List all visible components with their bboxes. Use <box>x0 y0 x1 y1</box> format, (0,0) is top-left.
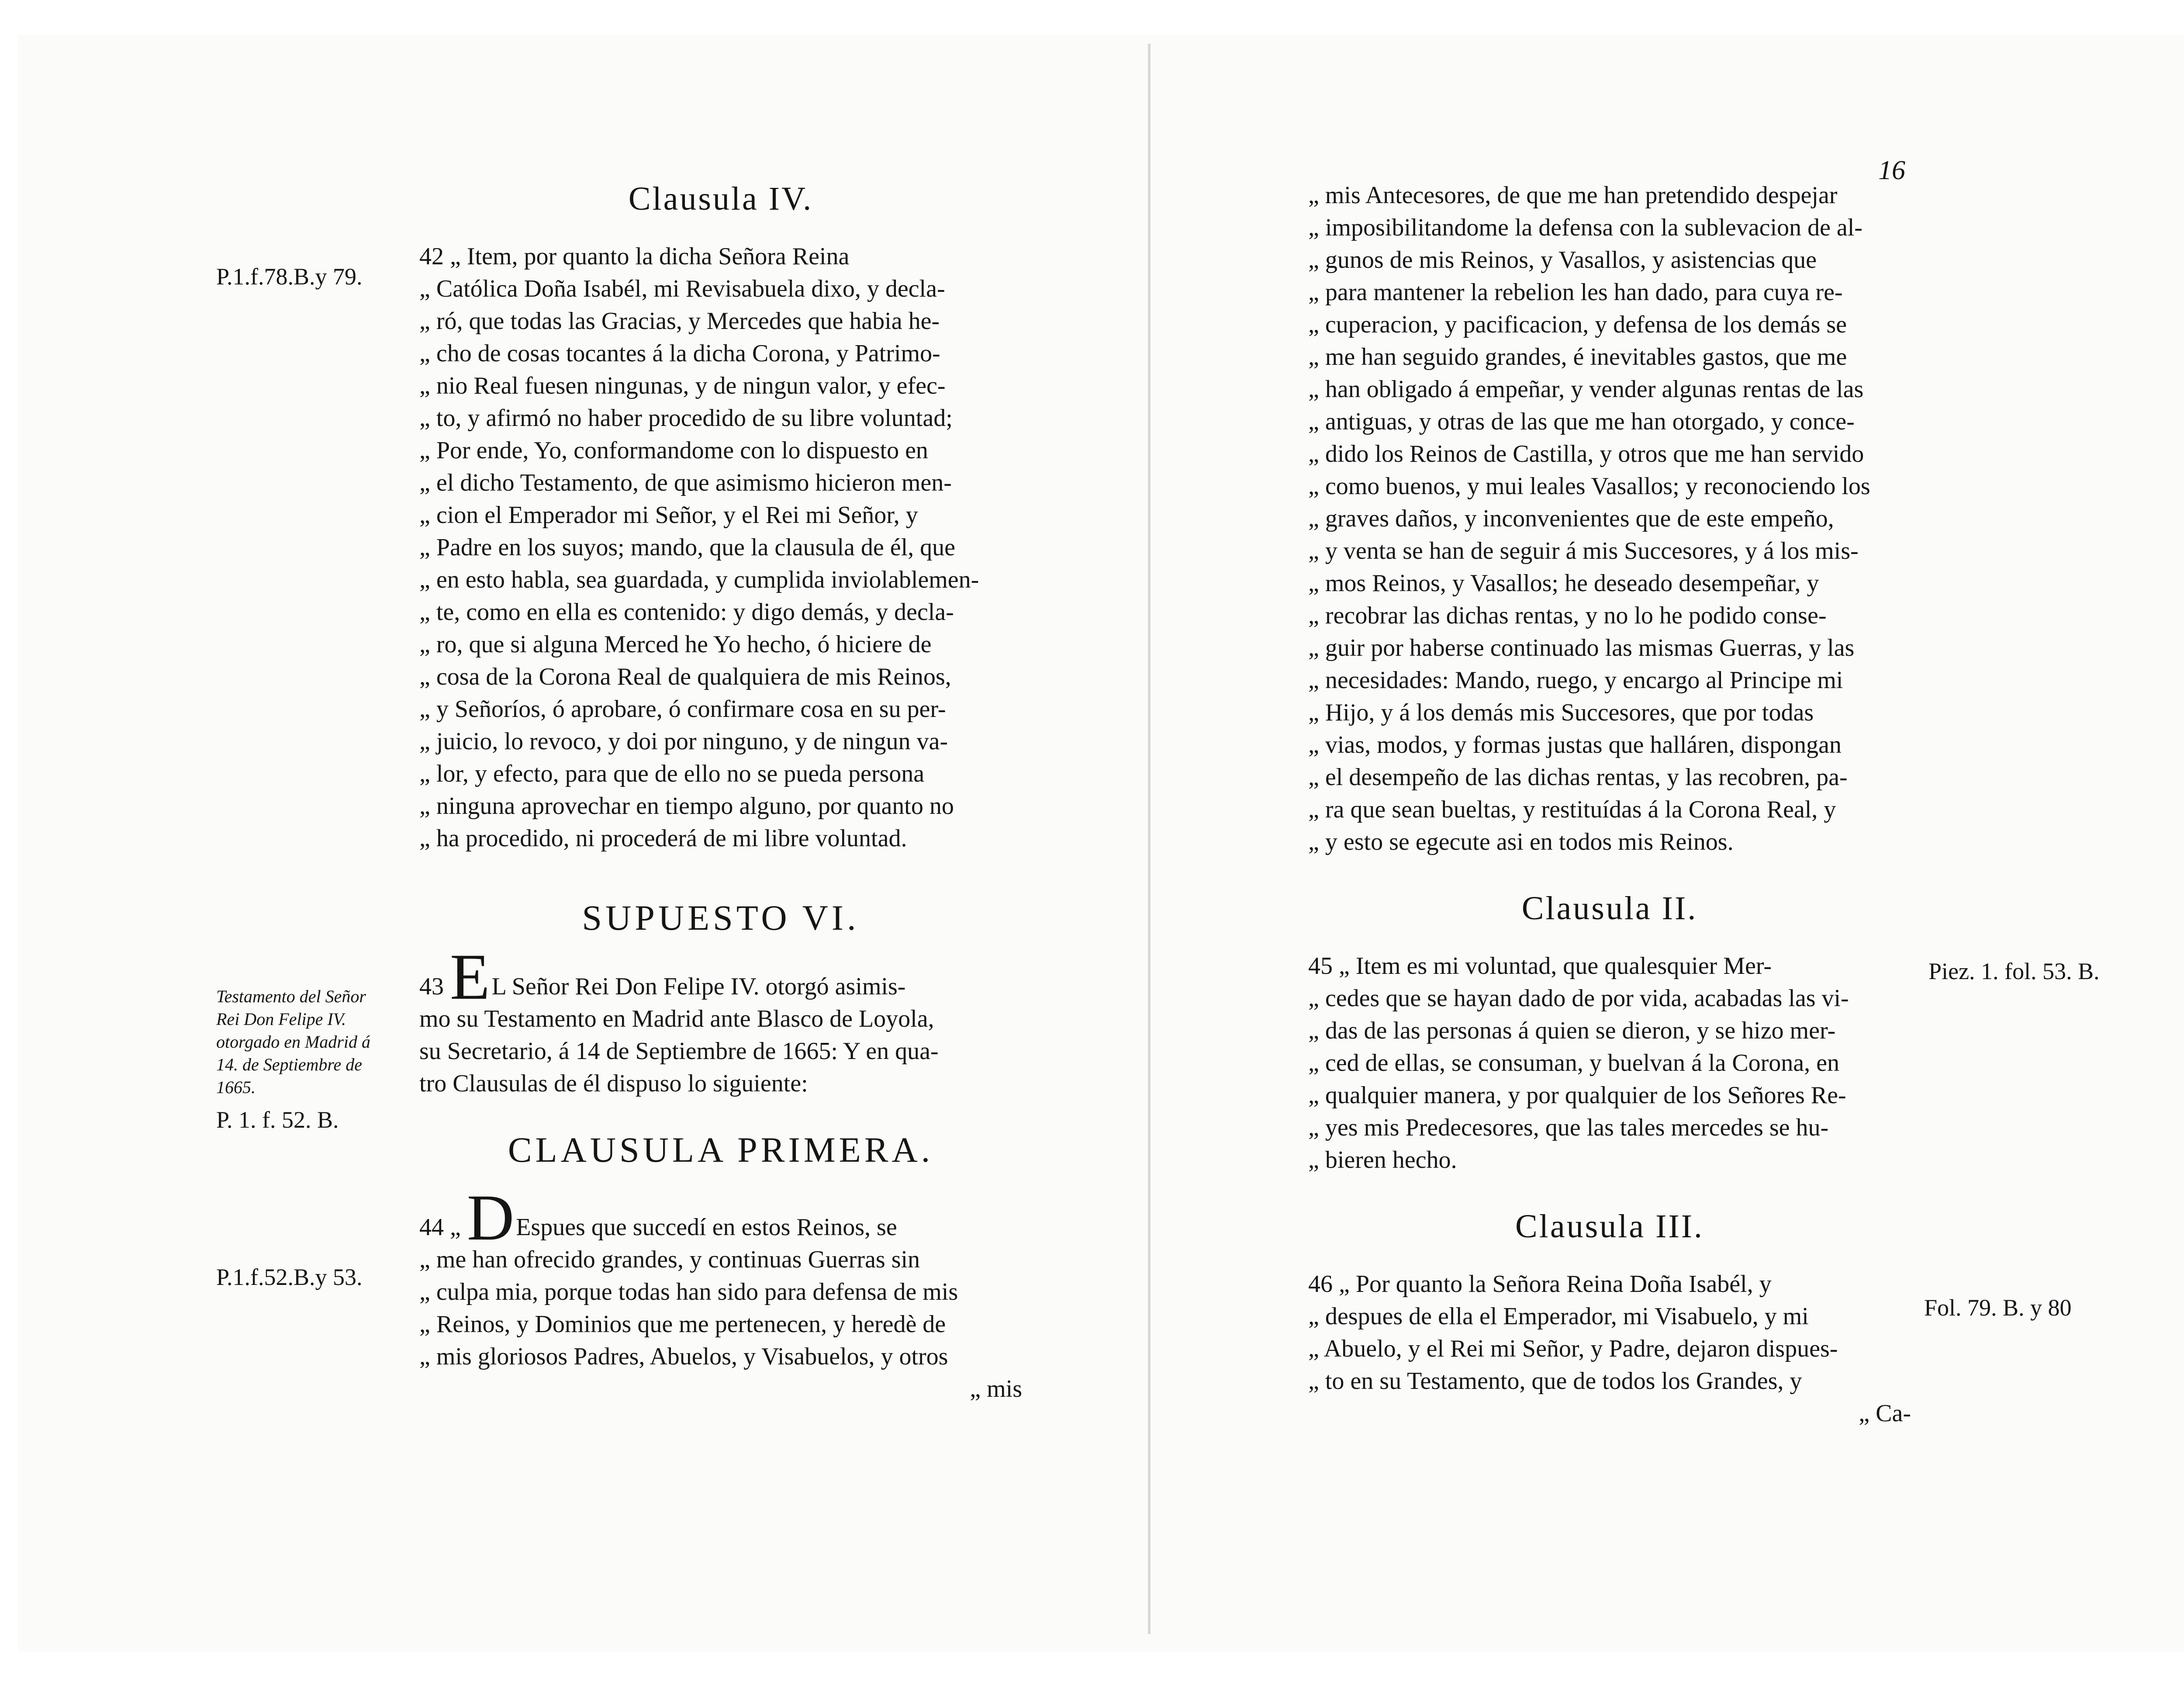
margin-note-line: 1665. <box>216 1077 256 1097</box>
heading-clausula-ii: Clausula II. <box>1521 890 1698 927</box>
page-number: 16 <box>1878 156 1905 185</box>
text-line: L Señor Rei Don Felipe IV. otorgó asimis- <box>491 973 906 1000</box>
heading-clausula-iv: Clausula IV. <box>628 180 813 217</box>
margin-ref-clausula-iii: Fol. 79. B. y 80 <box>1924 1295 2072 1321</box>
text-line: Espues que succedí en estos Reinos, se <box>516 1214 897 1241</box>
margin-note-line: Testamento del Señor <box>216 987 366 1006</box>
text-line: „ ra que sean bueltas, y restituídas á la Corona Real, y <box>1308 796 1836 823</box>
text-line: „ y venta se han de seguir á mis Succesores, y á los mis- <box>1308 537 1859 564</box>
heading-supuesto-vi: SUPUESTO VI. <box>582 898 860 938</box>
text-line: „ ninguna aprovechar en tiempo alguno, por quanto no <box>419 793 954 820</box>
text-line: „ cion el Emperador mi Señor, y el Rei mi Señor, y <box>419 502 918 529</box>
catchword: „ Ca- <box>1859 1400 1911 1427</box>
text-line: „ imposibilitandome la defensa con la sublevacion de al- <box>1308 214 1863 241</box>
text-line: „ el dicho Testamento, de que asimismo hicieron men- <box>419 469 952 496</box>
dropcap: D <box>467 1181 515 1254</box>
book-gutter <box>1148 44 1151 1634</box>
text-line: „ y Señoríos, ó aprobare, ó confirmare cosa en su per- <box>419 696 946 723</box>
margin-ref-supuesto-vi: P. 1. f. 52. B. <box>216 1107 339 1133</box>
text-line: „ han obligado á empeñar, y vender algunas rentas de las <box>1308 376 1864 403</box>
text-line: „ me han seguido grandes, é inevitables gastos, que me <box>1308 343 1847 370</box>
paragraph-44-continued <box>1308 179 1911 858</box>
text-line: 42 „ Item, por quanto la dicha Señora Reina <box>419 243 850 270</box>
text-line: „ vias, modos, y formas justas que halláren, dispongan <box>1308 731 1842 758</box>
margin-ref-clausula-ii: Piez. 1. fol. 53. B. <box>1928 958 2100 984</box>
text-line: „ to, y afirmó no haber procedido de su libre voluntad; <box>419 405 953 432</box>
heading-clausula-primera: CLAUSULA PRIMERA. <box>508 1130 934 1170</box>
text-line: „ antiguas, y otras de las que me han otorgado, y conce- <box>1308 408 1855 435</box>
text-line: „ para mantener la rebelion les han dado, para cuya re- <box>1308 279 1843 306</box>
text-line: 45 „ Item es mi voluntad, que qualesquier Mer- <box>1308 952 1772 980</box>
text-line: „ y esto se egecute asi en todos mis Reinos. <box>1308 828 1734 855</box>
text-line: „ das de las personas á quien se dieron, y se hizo mer- <box>1308 1017 1836 1044</box>
text-line: „ Católica Doña Isabél, mi Revisabuela dixo, y decla- <box>419 275 945 302</box>
text-line: „ en esto habla, sea guardada, y cumplida inviolablemen- <box>419 566 979 593</box>
paragraph-number: 43 <box>419 973 444 1000</box>
text-line: „ Padre en los suyos; mando, que la clausula de él, que <box>419 534 955 561</box>
text-line: „ to en su Testamento, que de todos los Grandes, y <box>1308 1368 1802 1395</box>
text-line: „ yes mis Predecesores, que las tales mercedes se hu- <box>1308 1114 1829 1141</box>
text-line: „ cosa de la Corona Real de qualquiera de mis Reinos, <box>419 663 951 690</box>
text-line: „ mos Reinos, y Vasallos; he deseado desempeñar, y <box>1308 570 1819 597</box>
paragraph-44 <box>419 1181 1022 1405</box>
text-line: „ mis gloriosos Padres, Abuelos, y Visabuelos, y otros <box>419 1343 948 1370</box>
text-line: „ te, como en ella es contenido: y digo demás, y decla- <box>419 599 954 626</box>
right-text-column <box>1308 179 1911 1430</box>
paragraph-43 <box>419 941 1022 1100</box>
catchword: „ mis <box>970 1375 1022 1402</box>
margin-ref-clausula-primera: P.1.f.52.B.y 53. <box>216 1264 363 1290</box>
text-line: „ mis Antecesores, de que me han pretendido despejar <box>1308 182 1838 209</box>
text-line: „ cho de cosas tocantes á la dicha Corona, y Patrimo- <box>419 340 940 367</box>
text-line: „ lor, y efecto, para que de ello no se pueda persona <box>419 760 925 787</box>
margin-note-testamento <box>216 985 370 1099</box>
text-line: „ Abuelo, y el Rei mi Señor, y Padre, dejaron dispues- <box>1308 1335 1838 1362</box>
text-line: su Secretario, á 14 de Septiembre de 1665: Y en qua- <box>419 1038 939 1065</box>
margin-ref-clausula-iv: P.1.f.78.B.y 79. <box>216 263 363 290</box>
text-line: „ guir por haberse continuado las mismas Guerras, y las <box>1308 634 1855 661</box>
text-line: „ ha procedido, ni procederá de mi libre voluntad. <box>419 825 907 852</box>
text-line: „ me han ofrecido grandes, y continuas Guerras sin <box>419 1246 920 1273</box>
left-text-column <box>419 175 1022 1405</box>
text-line: „ gunos de mis Reinos, y Vasallos, y asistencias que <box>1308 246 1817 274</box>
text-line: mo su Testamento en Madrid ante Blasco de Loyola, <box>419 1005 934 1032</box>
paragraph-46 <box>1308 1268 1911 1430</box>
text-line: „ bieren hecho. <box>1308 1146 1457 1174</box>
text-line: 46 „ Por quanto la Señora Reina Doña Isabél, y <box>1308 1271 1772 1298</box>
text-line: „ ró, que todas las Gracias, y Mercedes que habia he- <box>419 308 940 335</box>
paragraph-number: 44 „ <box>419 1214 461 1241</box>
text-line: „ necesidades: Mando, ruego, y encargo al Principe mi <box>1308 667 1843 694</box>
text-line: „ despues de ella el Emperador, mi Visabuelo, y mi <box>1308 1303 1809 1330</box>
text-line: „ Reinos, y Dominios que me pertenecen, y heredè de <box>419 1311 946 1338</box>
text-line: „ juicio, lo revoco, y doi por ninguno, y de ningun va- <box>419 728 948 755</box>
text-line: „ culpa mia, porque todas han sido para defensa de mis <box>419 1278 958 1305</box>
text-line-with-dropcap <box>419 941 1022 1013</box>
text-line: tro Clausulas de él dispuso lo siguiente: <box>419 1070 808 1097</box>
text-line: „ dido los Reinos de Castilla, y otros que me han servido <box>1308 440 1864 467</box>
text-line-with-dropcap <box>419 1181 1022 1254</box>
margin-note-line: 14. de Septiembre de <box>216 1055 362 1074</box>
text-line: „ Hijo, y á los demás mis Succesores, que por todas <box>1308 699 1814 726</box>
text-line: „ recobrar las dichas rentas, y no lo he podido conse- <box>1308 602 1827 629</box>
text-line: „ graves daños, y inconvenientes que de este empeño, <box>1308 505 1834 532</box>
text-line: „ como buenos, y mui leales Vasallos; y reconociendo los <box>1308 473 1870 500</box>
text-line: „ ced de ellas, se consuman, y buelvan á la Corona, en <box>1308 1049 1840 1077</box>
text-line: „ ro, que si alguna Merced he Yo hecho, ó hiciere de <box>419 631 932 658</box>
text-line: „ cuperacion, y pacificacion, y defensa de los demás se <box>1308 311 1847 338</box>
text-line: „ nio Real fuesen ningunas, y de ningun valor, y efec- <box>419 372 946 399</box>
text-line: „ qualquier manera, y por qualquier de los Señores Re- <box>1308 1082 1846 1109</box>
text-line: „ Por ende, Yo, conformandome con lo dispuesto en <box>419 437 928 464</box>
paragraph-45 <box>1308 950 1911 1176</box>
dropcap: E <box>450 941 490 1013</box>
margin-note-line: Rei Don Felipe IV. <box>216 1009 346 1029</box>
heading-clausula-iii: Clausula III. <box>1515 1208 1704 1245</box>
margin-note-line: otorgado en Madrid á <box>216 1032 370 1052</box>
paragraph-42 <box>419 240 1022 855</box>
text-line: „ el desempeño de las dichas rentas, y las recobren, pa- <box>1308 764 1848 791</box>
text-line: „ cedes que se hayan dado de por vida, acabadas las vi- <box>1308 985 1849 1012</box>
